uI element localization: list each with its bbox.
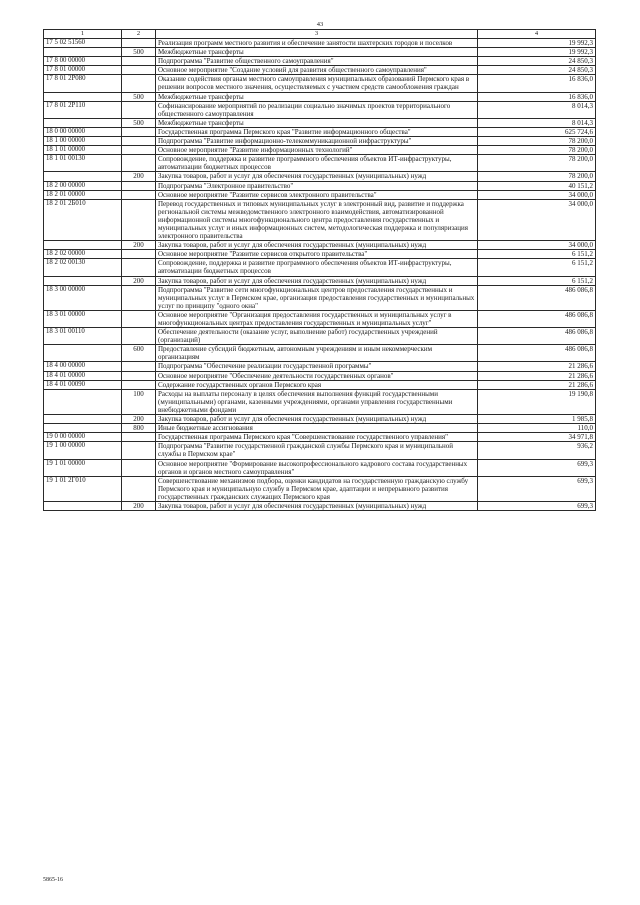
row-expense-type: 200 <box>122 241 156 250</box>
row-amount: 486 086,8 <box>478 328 596 345</box>
row-code: 19 1 01 2Г010 <box>44 476 122 501</box>
row-name: Сопровождение, поддержка и развитие программного обеспечения объектов ИТ-инфраструктуры, автоматизации бюджетных процессов <box>156 155 478 172</box>
row-name: Сопровождение, поддержка и развитие программного обеспечения объектов ИТ-инфраструктуры, автоматизации бюджетных процессов <box>156 259 478 276</box>
row-name: Софинансирование мероприятий по реализации социально значимых проектов территориального общественного самоуправления <box>156 101 478 118</box>
row-expense-type: 600 <box>122 345 156 362</box>
row-name: Подпрограмма "Электронное правительство" <box>156 181 478 190</box>
row-amount: 8 014,3 <box>478 101 596 118</box>
row-expense-type <box>122 250 156 259</box>
row-name: Содержание государственных органов Пермского края <box>156 380 478 389</box>
table-row <box>44 101 596 118</box>
row-code <box>44 48 122 57</box>
table-row <box>44 459 596 476</box>
row-expense-type <box>122 155 156 172</box>
budget-table <box>43 29 596 511</box>
row-amount: 6 151,2 <box>478 250 596 259</box>
row-code <box>44 389 122 414</box>
row-expense-type <box>122 459 156 476</box>
row-name: Подпрограмма "Развитие информационно-телекоммуникационной инфраструктуры" <box>156 137 478 146</box>
row-expense-type <box>122 380 156 389</box>
row-amount: 78 200,0 <box>478 172 596 181</box>
row-expense-type <box>122 328 156 345</box>
row-expense-type <box>122 75 156 92</box>
row-amount: 699,3 <box>478 459 596 476</box>
row-amount: 486 086,8 <box>478 345 596 362</box>
row-code: 17 8 01 2Р080 <box>44 75 122 92</box>
row-code <box>44 345 122 362</box>
table-row <box>44 389 596 414</box>
row-name: Закупка товаров, работ и услуг для обеспечения государственных (муниципальных) нужд <box>156 241 478 250</box>
row-name: Основное мероприятие "Формирование высокопрофессионального кадрового состава государственных органов и органов местного самоуправления" <box>156 459 478 476</box>
row-name: Реализация программ местного развития и обеспечение занятости шахтерских городов и поселков <box>156 39 478 48</box>
row-amount: 24 850,3 <box>478 57 596 66</box>
row-name: Закупка товаров, работ и услуг для обеспечения государственных (муниципальных) нужд <box>156 172 478 181</box>
table-row <box>44 146 596 155</box>
column-header: 2 <box>122 30 156 39</box>
footer-code: 5865-16 <box>43 877 63 883</box>
row-code: 18 4 01 00000 <box>44 371 122 380</box>
row-name: Иные бюджетные ассигнования <box>156 424 478 433</box>
table-row <box>44 345 596 362</box>
row-code: 18 4 01 00090 <box>44 380 122 389</box>
row-code: 17 8 01 00000 <box>44 66 122 75</box>
row-expense-type <box>122 181 156 190</box>
row-code: 18 2 01 00000 <box>44 190 122 199</box>
table-row <box>44 285 596 310</box>
row-amount: 21 286,6 <box>478 380 596 389</box>
row-name: Подпрограмма "Обеспечение реализации государственной программы" <box>156 362 478 371</box>
row-expense-type <box>122 66 156 75</box>
page-number: 43 <box>316 21 324 28</box>
row-name: Основное мероприятие "Обеспечение деятельности государственных органов" <box>156 371 478 380</box>
row-expense-type: 100 <box>122 389 156 414</box>
row-amount: 6 151,2 <box>478 276 596 285</box>
table-row <box>44 476 596 501</box>
row-code: 18 1 01 00000 <box>44 146 122 155</box>
table-row <box>44 415 596 424</box>
row-amount: 78 200,0 <box>478 155 596 172</box>
row-amount: 699,3 <box>478 476 596 501</box>
row-name: Основное мероприятие "Развитие информационных технологий" <box>156 146 478 155</box>
row-name: Предоставление субсидий бюджетным, автономным учреждениям и иным некоммерческим организациям <box>156 345 478 362</box>
table-row <box>44 241 596 250</box>
table-row <box>44 57 596 66</box>
row-expense-type <box>122 442 156 459</box>
row-amount: 486 086,8 <box>478 285 596 310</box>
row-name: Обеспечение деятельности (оказание услуг, выполнение работ) государственных учреждений (организаций) <box>156 328 478 345</box>
table-row <box>44 155 596 172</box>
row-code <box>44 276 122 285</box>
table-row <box>44 199 596 240</box>
table-body <box>44 39 596 511</box>
row-amount: 19 992,3 <box>478 39 596 48</box>
row-code: 18 1 01 00130 <box>44 155 122 172</box>
row-expense-type <box>122 39 156 48</box>
table-row <box>44 137 596 146</box>
table-row <box>44 442 596 459</box>
row-name: Оказание содействия органам местного самоуправления муниципальных образований Пермского края в решении вопросов местного значения, осуществляемых с участием средств самообложения граждан <box>156 75 478 92</box>
row-amount: 34 000,0 <box>478 199 596 240</box>
table-row <box>44 118 596 127</box>
row-amount: 16 836,0 <box>478 92 596 101</box>
row-name: Межбюджетные трансферты <box>156 92 478 101</box>
table-row <box>44 259 596 276</box>
row-expense-type: 200 <box>122 501 156 510</box>
table-row <box>44 276 596 285</box>
row-expense-type <box>122 259 156 276</box>
table-row <box>44 190 596 199</box>
row-code: 18 0 00 00000 <box>44 127 122 136</box>
row-amount: 78 200,0 <box>478 146 596 155</box>
column-header: 1 <box>44 30 122 39</box>
row-expense-type <box>122 146 156 155</box>
row-code: 18 3 01 00110 <box>44 328 122 345</box>
table-row <box>44 39 596 48</box>
row-name: Совершенствование механизмов подбора, оценки кандидатов на государственную гражданскую службу Пермского края и муниципальную службу в Пермском крае, адаптации и непрерывного развития государственных гражданских служащих Пермского края <box>156 476 478 501</box>
row-code <box>44 118 122 127</box>
row-expense-type: 500 <box>122 48 156 57</box>
row-name: Закупка товаров, работ и услуг для обеспечения государственных (муниципальных) нужд <box>156 415 478 424</box>
row-expense-type <box>122 199 156 240</box>
row-code: 19 1 00 00000 <box>44 442 122 459</box>
row-name: Перевод государственных и типовых муниципальных услуг в электронный вид, развитие и поддержка региональной системы межведомственного электронного взаимодействия, автоматизированной информационной системы многофункционального центра предоставления государственных и муниципальных услуг и иных информационных систем, методологическая поддержка и популяризация электронного правительства <box>156 199 478 240</box>
table-row <box>44 127 596 136</box>
row-expense-type: 200 <box>122 276 156 285</box>
row-code: 18 2 01 2Б010 <box>44 199 122 240</box>
row-expense-type: 200 <box>122 415 156 424</box>
row-amount: 40 151,2 <box>478 181 596 190</box>
table-row <box>44 75 596 92</box>
row-code: 18 3 01 00000 <box>44 310 122 327</box>
table-row <box>44 181 596 190</box>
row-amount: 34 000,0 <box>478 190 596 199</box>
table-row <box>44 380 596 389</box>
row-name: Основное мероприятие "Организация предоставления государственных и муниципальных услуг в многофункциональных центрах предоставления государственных и муниципальных услуг" <box>156 310 478 327</box>
row-amount: 19 190,8 <box>478 389 596 414</box>
row-name: Закупка товаров, работ и услуг для обеспечения государственных (муниципальных) нужд <box>156 276 478 285</box>
table-row <box>44 433 596 442</box>
table-row <box>44 310 596 327</box>
row-code: 18 3 00 00000 <box>44 285 122 310</box>
row-name: Подпрограмма "Развитие сети многофункциональных центров предоставления государственных и муниципальных услуг в Пермском крае, организация предоставления государственных и муниципальных услуг по принципу "одного окна" <box>156 285 478 310</box>
table-header-row <box>44 30 596 39</box>
row-code: 19 0 00 00000 <box>44 433 122 442</box>
row-name: Государственная программа Пермского края "Развитие информационного общества" <box>156 127 478 136</box>
row-expense-type <box>122 190 156 199</box>
row-amount: 34 000,0 <box>478 241 596 250</box>
row-amount: 34 971,8 <box>478 433 596 442</box>
row-name: Подпрограмма "Развитие государственной гражданской службы Пермского края и муниципальной службы в Пермском крае" <box>156 442 478 459</box>
row-expense-type: 500 <box>122 118 156 127</box>
table-row <box>44 250 596 259</box>
row-name: Расходы на выплаты персоналу в целях обеспечения выполнения функций государственными (муниципальными) органами, казенными учреждениями, органами управления государственными внебюджетными фондами <box>156 389 478 414</box>
row-code: 18 2 02 00000 <box>44 250 122 259</box>
row-code: 19 1 01 00000 <box>44 459 122 476</box>
row-expense-type <box>122 310 156 327</box>
row-expense-type <box>122 433 156 442</box>
row-amount: 24 850,3 <box>478 66 596 75</box>
row-expense-type <box>122 137 156 146</box>
row-code <box>44 241 122 250</box>
row-amount: 21 286,6 <box>478 362 596 371</box>
row-expense-type <box>122 127 156 136</box>
row-expense-type <box>122 371 156 380</box>
row-name: Основное мероприятие "Развитие сервисов электронного правительства" <box>156 190 478 199</box>
row-expense-type: 500 <box>122 92 156 101</box>
row-code: 17 8 01 2Р110 <box>44 101 122 118</box>
row-code: 18 2 00 00000 <box>44 181 122 190</box>
row-expense-type <box>122 57 156 66</box>
row-code: 17 8 00 00000 <box>44 57 122 66</box>
column-header: 4 <box>478 30 596 39</box>
table-row <box>44 328 596 345</box>
row-expense-type: 200 <box>122 172 156 181</box>
row-code <box>44 92 122 101</box>
row-amount: 19 992,3 <box>478 48 596 57</box>
row-name: Основное мероприятие "Развитие сервисов открытого правительства" <box>156 250 478 259</box>
table-row <box>44 424 596 433</box>
row-code: 17 5 02 51560 <box>44 39 122 48</box>
row-amount: 936,2 <box>478 442 596 459</box>
row-name: Межбюджетные трансферты <box>156 48 478 57</box>
row-code: 18 1 00 00000 <box>44 137 122 146</box>
row-code: 18 2 02 00130 <box>44 259 122 276</box>
table-row <box>44 66 596 75</box>
table-row <box>44 92 596 101</box>
row-amount: 1 985,8 <box>478 415 596 424</box>
row-name: Межбюджетные трансферты <box>156 118 478 127</box>
table-row <box>44 362 596 371</box>
row-amount: 78 200,0 <box>478 137 596 146</box>
row-expense-type: 800 <box>122 424 156 433</box>
row-amount: 21 286,6 <box>478 371 596 380</box>
row-expense-type <box>122 101 156 118</box>
row-amount: 6 151,2 <box>478 259 596 276</box>
table-row <box>44 501 596 510</box>
row-expense-type <box>122 285 156 310</box>
row-expense-type <box>122 362 156 371</box>
row-name: Подпрограмма "Развитие общественного самоуправления" <box>156 57 478 66</box>
row-code <box>44 501 122 510</box>
row-name: Закупка товаров, работ и услуг для обеспечения государственных (муниципальных) нужд <box>156 501 478 510</box>
table-row <box>44 48 596 57</box>
row-code <box>44 415 122 424</box>
row-amount: 8 014,3 <box>478 118 596 127</box>
table-row <box>44 371 596 380</box>
table-row <box>44 172 596 181</box>
row-amount: 110,0 <box>478 424 596 433</box>
row-code: 18 4 00 00000 <box>44 362 122 371</box>
row-amount: 625 724,6 <box>478 127 596 136</box>
column-header: 3 <box>156 30 478 39</box>
row-amount: 486 086,8 <box>478 310 596 327</box>
row-name: Государственная программа Пермского края "Совершенствование государственного управления" <box>156 433 478 442</box>
row-code <box>44 424 122 433</box>
row-amount: 699,3 <box>478 501 596 510</box>
row-expense-type <box>122 476 156 501</box>
row-code <box>44 172 122 181</box>
row-amount: 16 836,0 <box>478 75 596 92</box>
row-name: Основное мероприятие "Создание условий для развития общественного самоуправления" <box>156 66 478 75</box>
